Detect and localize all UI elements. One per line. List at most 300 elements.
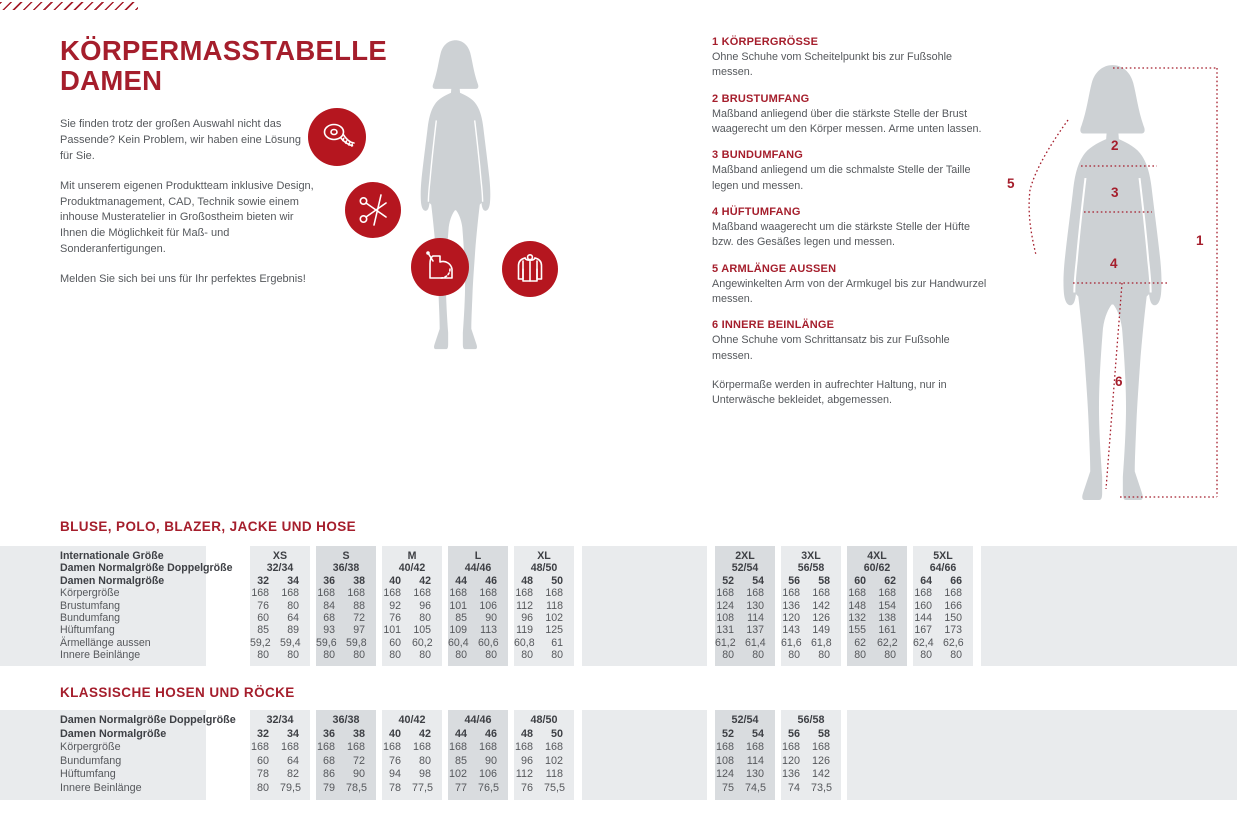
measurement-value: 74 bbox=[787, 781, 800, 794]
size-group-cell bbox=[448, 649, 508, 661]
scissors-needle-icon bbox=[345, 182, 401, 238]
table-right-filler bbox=[847, 714, 1237, 728]
size-group-cell bbox=[316, 796, 376, 800]
table-gap-filler bbox=[582, 649, 707, 661]
size-group-cell bbox=[316, 741, 376, 755]
table-gap-filler bbox=[582, 600, 707, 612]
page-title: KÖRPERMASSTABELLE DAMEN bbox=[60, 35, 387, 96]
jacket-icon bbox=[502, 241, 558, 297]
instruction-item bbox=[712, 319, 992, 364]
instruction-item bbox=[712, 36, 992, 81]
row-label: Damen Normalgröße bbox=[0, 728, 206, 742]
size-group-cell bbox=[781, 575, 841, 587]
measurement-value: 64 bbox=[287, 612, 299, 625]
size-header: 36 bbox=[322, 727, 335, 740]
size-group-cell bbox=[250, 612, 310, 624]
size-group-cell bbox=[448, 575, 508, 587]
measure-label-4: 4 bbox=[1110, 256, 1118, 271]
measurement-value: 77,5 bbox=[412, 781, 434, 794]
measurement-value: 62,4 bbox=[913, 636, 934, 649]
measurement-value: 90 bbox=[352, 768, 365, 781]
measurement-value: 168 bbox=[745, 741, 764, 754]
measurement-value: 92 bbox=[389, 599, 401, 612]
measurement-value: 126 bbox=[812, 612, 830, 625]
measurement-value: 168 bbox=[746, 587, 764, 600]
double-size: 48/50 bbox=[514, 714, 574, 728]
measurement-value: 168 bbox=[347, 587, 365, 600]
size-group-cell bbox=[382, 662, 442, 666]
size-header: 36 bbox=[323, 574, 335, 587]
measurement-value: 154 bbox=[878, 599, 896, 612]
measurement-value: 90 bbox=[484, 754, 497, 767]
table-right-filler bbox=[981, 612, 1237, 624]
measurement-value: 138 bbox=[878, 612, 896, 625]
size-header: 52 bbox=[722, 574, 734, 587]
measurement-value: 80 bbox=[521, 649, 533, 662]
table-gap-filler bbox=[582, 550, 707, 562]
table-gap-filler bbox=[582, 796, 707, 800]
measurement-value: 68 bbox=[322, 754, 335, 767]
instruction-item bbox=[712, 263, 992, 308]
double-size: 32/34 bbox=[250, 562, 310, 574]
measurement-value: 112 bbox=[515, 768, 533, 781]
measurement-value: 168 bbox=[317, 587, 335, 600]
double-size: 36/38 bbox=[316, 562, 376, 574]
intro-paragraph: Mit unserem eigenen Produktteam inklusive Design, Produktmanagement, CAD, Technik sowie einem inhouse Musteratelier in Großostheim bieten wir Ihnen die Möglichkeit für Maß- und Sonderanfertigungen. bbox=[60, 180, 314, 255]
measure-label-2: 2 bbox=[1111, 138, 1119, 153]
international-size: 4XL bbox=[847, 550, 907, 562]
double-size: 36/38 bbox=[316, 714, 376, 728]
measurement-value: 77 bbox=[454, 781, 467, 794]
international-size: S bbox=[316, 550, 376, 562]
measurement-value: 80 bbox=[287, 649, 299, 662]
instruction-number: 2 bbox=[712, 92, 719, 105]
size-group-cell bbox=[514, 624, 574, 636]
size-group-cell bbox=[316, 755, 376, 769]
size-header: 34 bbox=[286, 727, 299, 740]
measurement-value: 75,5 bbox=[544, 781, 566, 794]
size-group-cell bbox=[715, 624, 775, 636]
measurement-value: 108 bbox=[715, 754, 734, 767]
measurement-value: 106 bbox=[479, 599, 497, 612]
size-group-cell bbox=[514, 755, 574, 769]
instruction-text: Ohne Schuhe vom Schrittansatz bis zur Fußsohle messen. bbox=[712, 334, 950, 362]
measurement-value: 60 bbox=[389, 636, 401, 649]
measurement-value: 72 bbox=[352, 754, 365, 767]
size-group-cell bbox=[514, 782, 574, 796]
measurement-value: 78 bbox=[388, 781, 401, 794]
table-gap-filler bbox=[582, 728, 707, 742]
measurement-value: 64 bbox=[286, 754, 299, 767]
measurement-value: 168 bbox=[811, 741, 830, 754]
size-group-cell bbox=[514, 741, 574, 755]
measurement-value: 136 bbox=[782, 599, 800, 612]
instruction-title: BUNDUMFANG bbox=[721, 149, 804, 162]
size-header: 60 bbox=[854, 574, 866, 587]
measurement-value: 93 bbox=[323, 624, 335, 637]
size-header: 54 bbox=[751, 727, 764, 740]
size-group-cell bbox=[316, 600, 376, 612]
measurement-value: 80 bbox=[257, 649, 269, 662]
double-size: 56/58 bbox=[781, 714, 841, 728]
size-group-cell bbox=[250, 768, 310, 782]
measurement-value: 78,5 bbox=[346, 781, 368, 794]
size-table-tops bbox=[0, 546, 1237, 666]
measurement-value: 62,2 bbox=[877, 636, 898, 649]
double-size: 52/54 bbox=[715, 562, 775, 574]
size-header: 38 bbox=[352, 727, 365, 740]
measurement-value: 86 bbox=[322, 768, 335, 781]
measurement-figure bbox=[990, 20, 1237, 520]
measure-label-3: 3 bbox=[1111, 185, 1119, 200]
instruction-item bbox=[712, 149, 992, 194]
measurement-value: 59,2 bbox=[250, 636, 271, 649]
international-size: L bbox=[448, 550, 508, 562]
size-header: 34 bbox=[287, 574, 299, 587]
size-group-cell bbox=[781, 782, 841, 796]
row-label: Körpergröße bbox=[0, 741, 206, 755]
measurement-value: 80 bbox=[551, 649, 563, 662]
instruction-number: 3 bbox=[712, 149, 719, 162]
measurement-value: 98 bbox=[418, 768, 431, 781]
size-header: 40 bbox=[389, 574, 401, 587]
measurement-value: 80 bbox=[752, 649, 764, 662]
size-header: 44 bbox=[454, 727, 467, 740]
table-right-filler bbox=[981, 662, 1237, 666]
measurement-value: 90 bbox=[485, 612, 497, 625]
measurement-value: 89 bbox=[287, 624, 299, 637]
size-group-cell bbox=[715, 662, 775, 666]
size-group-cell bbox=[514, 612, 574, 624]
size-group-cell bbox=[250, 755, 310, 769]
size-group-cell bbox=[514, 575, 574, 587]
instruction-title: BRUSTUMFANG bbox=[721, 92, 810, 105]
measurement-value: 80 bbox=[722, 649, 734, 662]
measurement-value: 114 bbox=[747, 612, 764, 625]
measurement-value: 109 bbox=[449, 624, 467, 637]
size-group-cell bbox=[382, 624, 442, 636]
measurement-value: 168 bbox=[514, 741, 533, 754]
size-group-cell bbox=[715, 575, 775, 587]
table-gap-filler bbox=[582, 741, 707, 755]
table-title-trousers: KLASSISCHE HOSEN UND RÖCKE bbox=[60, 685, 295, 700]
measurement-value: 76 bbox=[520, 781, 533, 794]
size-group-cell bbox=[781, 637, 841, 649]
measurement-value: 118 bbox=[546, 599, 563, 612]
table-gap-filler bbox=[582, 714, 707, 728]
measurement-value: 60,2 bbox=[412, 636, 433, 649]
table-gap-filler bbox=[582, 562, 707, 574]
measurement-value: 114 bbox=[746, 754, 764, 767]
size-group-cell bbox=[448, 796, 508, 800]
instruction-text: Maßband anliegend um die schmalste Stelle der Taille legen und messen. bbox=[712, 164, 971, 192]
measurement-value: 105 bbox=[413, 624, 431, 637]
intro-paragraph: Sie finden trotz der großen Auswahl nicht das Passende? Kein Problem, wir haben eine Lösung für Sie. bbox=[60, 118, 301, 162]
row-label: Körpergröße bbox=[0, 587, 206, 599]
double-size: 52/54 bbox=[715, 714, 775, 728]
measurement-value: 80 bbox=[287, 599, 299, 612]
size-header: 44 bbox=[455, 574, 467, 587]
table-gap-filler bbox=[582, 624, 707, 636]
international-size: XL bbox=[514, 550, 574, 562]
measurement-value: 97 bbox=[353, 624, 365, 637]
measurement-value: 168 bbox=[382, 741, 401, 754]
size-header: 54 bbox=[752, 574, 764, 587]
intro-section bbox=[60, 35, 387, 303]
size-group-cell bbox=[316, 662, 376, 666]
table-right-filler bbox=[981, 637, 1237, 649]
size-group-cell bbox=[715, 768, 775, 782]
measure-label-1: 1 bbox=[1196, 233, 1204, 248]
measurement-value: 125 bbox=[545, 624, 563, 637]
instruction-number: 6 bbox=[712, 319, 719, 332]
size-group-cell bbox=[448, 768, 508, 782]
measurement-value: 142 bbox=[812, 599, 830, 612]
size-header: 32 bbox=[257, 574, 269, 587]
size-group-cell bbox=[250, 637, 310, 649]
size-group-cell bbox=[250, 728, 310, 742]
measurement-value: 79 bbox=[322, 781, 335, 794]
size-group-cell bbox=[715, 649, 775, 661]
measurement-value: 148 bbox=[848, 599, 866, 612]
measurement-value: 80 bbox=[418, 754, 431, 767]
measurement-value: 60,4 bbox=[448, 636, 469, 649]
sewing-pattern-icon bbox=[411, 238, 469, 296]
size-group-cell bbox=[382, 575, 442, 587]
size-group-cell bbox=[448, 587, 508, 599]
measuring-instructions bbox=[712, 36, 992, 421]
size-group-cell bbox=[781, 768, 841, 782]
size-group-cell bbox=[382, 768, 442, 782]
size-group-cell bbox=[514, 587, 574, 599]
measurement-value: 130 bbox=[746, 599, 764, 612]
measurement-value: 118 bbox=[545, 768, 563, 781]
size-group-cell bbox=[715, 782, 775, 796]
measurement-value: 80 bbox=[389, 649, 401, 662]
measurement-value: 82 bbox=[286, 768, 299, 781]
size-group-cell bbox=[847, 575, 907, 587]
measurement-value: 144 bbox=[914, 612, 932, 625]
size-group-cell bbox=[448, 612, 508, 624]
measurement-value: 80 bbox=[256, 781, 269, 794]
measurement-value: 168 bbox=[878, 587, 896, 600]
measurement-value: 130 bbox=[745, 768, 764, 781]
row-label bbox=[0, 796, 206, 800]
size-group-cell bbox=[913, 600, 973, 612]
measurement-value: 61,4 bbox=[745, 636, 766, 649]
measure-label-6: 6 bbox=[1115, 374, 1123, 389]
size-group-cell bbox=[316, 575, 376, 587]
measurement-value: 106 bbox=[478, 768, 497, 781]
size-table-trousers bbox=[0, 710, 1237, 800]
size-header: 56 bbox=[787, 727, 800, 740]
row-label: Innere Beinlänge bbox=[0, 782, 206, 796]
measurement-value: 96 bbox=[520, 754, 533, 767]
double-size: 48/50 bbox=[514, 562, 574, 574]
measurement-value: 80 bbox=[419, 649, 431, 662]
size-group-cell bbox=[382, 649, 442, 661]
measurement-value: 143 bbox=[782, 624, 800, 637]
size-group-cell bbox=[715, 796, 775, 800]
instruction-title: KÖRPERGRÖSSE bbox=[721, 36, 819, 48]
measurement-value: 113 bbox=[480, 624, 497, 637]
measurement-value: 79,5 bbox=[280, 781, 302, 794]
measurement-value: 102 bbox=[545, 612, 563, 625]
measurement-value: 102 bbox=[544, 754, 563, 767]
size-header: 42 bbox=[419, 574, 431, 587]
measurement-value: 85 bbox=[454, 754, 467, 767]
size-group-cell bbox=[316, 649, 376, 661]
measurement-value: 61 bbox=[551, 636, 563, 649]
measurement-value: 131 bbox=[716, 624, 734, 637]
measurement-value: 119 bbox=[516, 624, 533, 637]
measurement-value: 136 bbox=[781, 768, 800, 781]
size-header: 64 bbox=[920, 574, 932, 587]
measurement-value: 60 bbox=[256, 754, 269, 767]
size-group-cell bbox=[715, 741, 775, 755]
measurement-value: 80 bbox=[485, 649, 497, 662]
measurement-value: 168 bbox=[782, 587, 800, 600]
table-gap-filler bbox=[582, 768, 707, 782]
size-group-cell bbox=[781, 649, 841, 661]
row-label: Hüftumfang bbox=[0, 624, 206, 636]
measurement-value: 61,6 bbox=[781, 636, 802, 649]
table-gap-filler bbox=[582, 662, 707, 666]
table-right-filler bbox=[847, 741, 1237, 755]
size-group-cell bbox=[847, 612, 907, 624]
measurement-value: 80 bbox=[854, 649, 866, 662]
size-group-cell bbox=[847, 649, 907, 661]
measurement-value: 76 bbox=[389, 612, 401, 625]
size-group-cell bbox=[847, 662, 907, 666]
instruction-title: ARMLÄNGE AUSSEN bbox=[721, 262, 837, 275]
international-size: XS bbox=[250, 550, 310, 562]
measurement-value: 168 bbox=[479, 587, 497, 600]
double-size: 32/34 bbox=[250, 714, 310, 728]
size-header: 46 bbox=[484, 727, 497, 740]
size-group-cell bbox=[514, 649, 574, 661]
measurement-value: 124 bbox=[715, 768, 734, 781]
measurement-value: 73,5 bbox=[811, 781, 833, 794]
measurement-value: 149 bbox=[812, 624, 830, 637]
size-group-cell bbox=[913, 662, 973, 666]
size-group-cell bbox=[514, 728, 574, 742]
measurement-value: 168 bbox=[478, 741, 497, 754]
instruction-title: HÜFTUMFANG bbox=[721, 205, 801, 218]
measurement-value: 76 bbox=[388, 754, 401, 767]
measuring-note: Körpermaße werden in aufrechter Haltung, nur in Unterwäsche bekleidet, abgemessen. bbox=[712, 378, 947, 407]
measurement-value: 160 bbox=[914, 599, 932, 612]
size-group-cell bbox=[715, 587, 775, 599]
size-group-cell bbox=[715, 755, 775, 769]
size-group-cell bbox=[250, 649, 310, 661]
size-group-cell bbox=[382, 587, 442, 599]
size-group-cell bbox=[316, 768, 376, 782]
table-gap-filler bbox=[582, 612, 707, 624]
size-header: 38 bbox=[353, 574, 365, 587]
international-size: 2XL bbox=[715, 550, 775, 562]
measurement-value: 168 bbox=[716, 587, 734, 600]
woman-silhouette bbox=[398, 38, 513, 352]
measurement-value: 168 bbox=[316, 741, 335, 754]
size-group-cell bbox=[382, 600, 442, 612]
table-right-filler bbox=[847, 796, 1237, 800]
size-group-cell bbox=[382, 796, 442, 800]
measurement-value: 88 bbox=[353, 599, 365, 612]
size-group-cell bbox=[316, 782, 376, 796]
size-group-cell bbox=[250, 600, 310, 612]
instruction-text: Ohne Schuhe vom Scheitelpunkt bis zur Fußsohle messen. bbox=[712, 51, 953, 79]
size-group-cell bbox=[382, 612, 442, 624]
size-group-cell bbox=[781, 728, 841, 742]
measurement-value: 101 bbox=[449, 599, 467, 612]
size-group-cell bbox=[448, 755, 508, 769]
measurement-value: 96 bbox=[419, 599, 431, 612]
measurement-value: 112 bbox=[516, 599, 533, 612]
size-group-cell bbox=[781, 587, 841, 599]
measurement-value: 68 bbox=[323, 612, 335, 625]
row-label: Internationale Größe bbox=[0, 550, 206, 562]
size-group-cell bbox=[913, 612, 973, 624]
measurement-value: 60,6 bbox=[478, 636, 499, 649]
double-size: 64/66 bbox=[913, 562, 973, 574]
measurement-value: 61,2 bbox=[715, 636, 736, 649]
size-header: 56 bbox=[788, 574, 800, 587]
size-header: 48 bbox=[521, 574, 533, 587]
measurement-value: 137 bbox=[746, 624, 764, 637]
international-size: M bbox=[382, 550, 442, 562]
measurement-value: 80 bbox=[455, 649, 467, 662]
measurement-value: 80 bbox=[920, 649, 932, 662]
table-right-filler bbox=[847, 755, 1237, 769]
size-group-cell bbox=[382, 782, 442, 796]
size-group-cell bbox=[514, 637, 574, 649]
measurement-value: 60,8 bbox=[514, 636, 535, 649]
measurement-value: 80 bbox=[353, 649, 365, 662]
measurement-value: 168 bbox=[448, 741, 467, 754]
size-group-cell bbox=[913, 624, 973, 636]
size-group-cell bbox=[448, 600, 508, 612]
size-group-cell bbox=[715, 600, 775, 612]
row-label: Hüftumfang bbox=[0, 768, 206, 782]
instruction-text: Angewinkelten Arm von der Armkugel bis zur Handwurzel messen. bbox=[712, 277, 987, 305]
row-label: Bundumfang bbox=[0, 755, 206, 769]
measurement-value: 85 bbox=[257, 624, 269, 637]
size-group-cell bbox=[781, 600, 841, 612]
table-right-filler bbox=[981, 587, 1237, 599]
size-group-cell bbox=[250, 662, 310, 666]
size-group-cell bbox=[250, 796, 310, 800]
size-group-cell bbox=[250, 624, 310, 636]
size-header: 32 bbox=[256, 727, 269, 740]
size-group-cell bbox=[382, 755, 442, 769]
table-right-filler bbox=[981, 649, 1237, 661]
measurement-value: 168 bbox=[413, 587, 431, 600]
size-group-cell bbox=[715, 728, 775, 742]
measurement-value: 80 bbox=[950, 649, 962, 662]
size-header: 48 bbox=[520, 727, 533, 740]
size-group-cell bbox=[382, 728, 442, 742]
instruction-title: INNERE BEINLÄNGE bbox=[721, 319, 835, 332]
size-group-cell bbox=[448, 637, 508, 649]
measurement-value: 168 bbox=[544, 741, 563, 754]
measurement-value: 94 bbox=[388, 768, 401, 781]
measurement-value: 74,5 bbox=[745, 781, 767, 794]
measurement-value: 96 bbox=[521, 612, 533, 625]
table-right-filler bbox=[981, 562, 1237, 574]
size-group-cell bbox=[913, 649, 973, 661]
measurement-value: 62 bbox=[854, 636, 866, 649]
